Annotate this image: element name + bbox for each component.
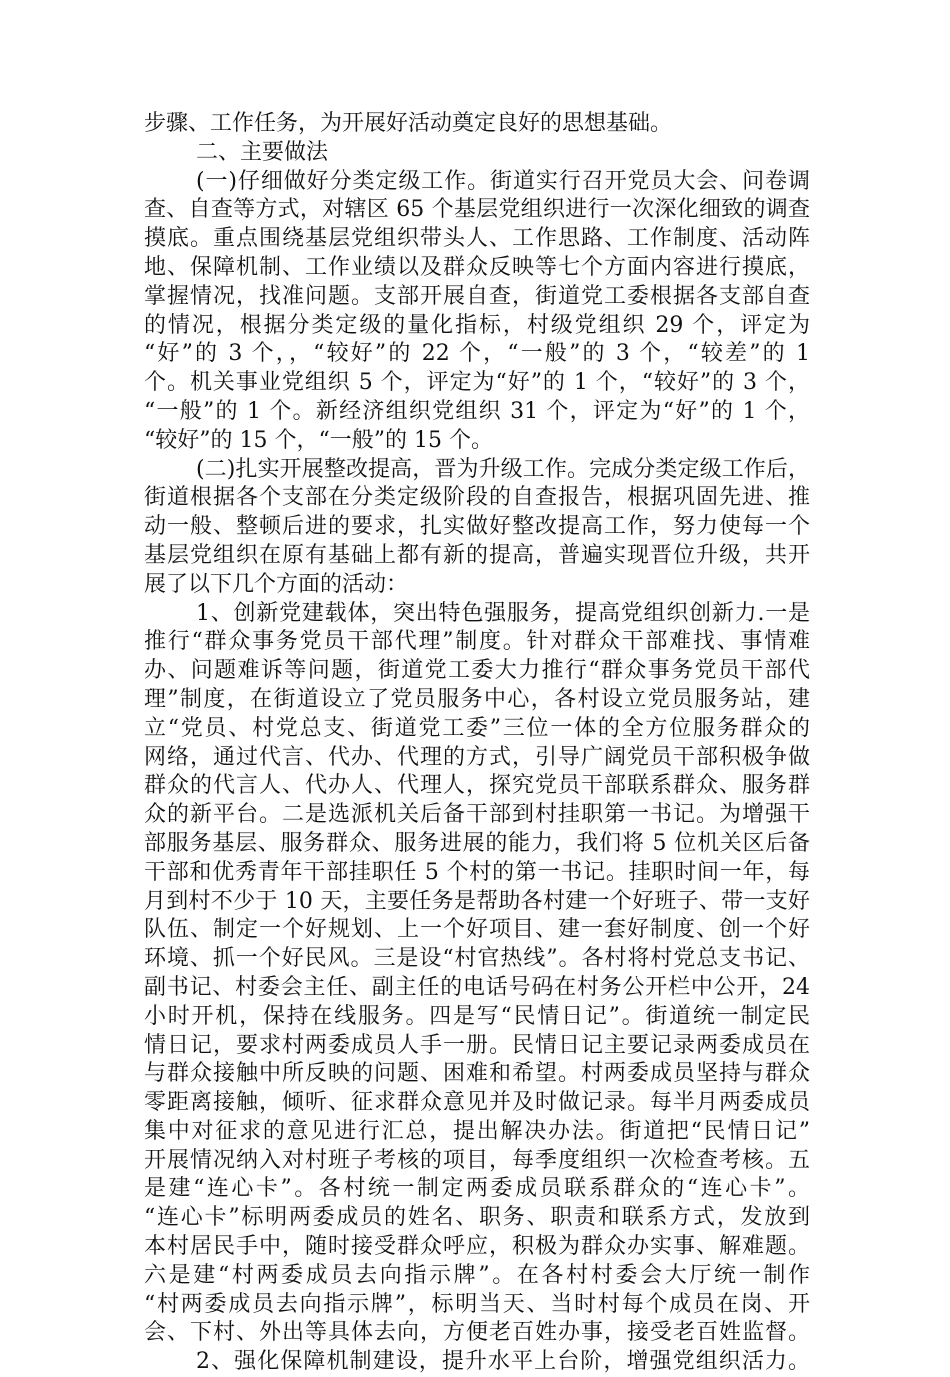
text-line: 步骤、工作任务，为开展好活动奠定良好的思想基础。 [144, 111, 673, 136]
text-line: 环境、抓一个好民风。三是设“村官热线”。各村将村党总支书记、 [144, 946, 810, 972]
text-line: 队伍、制定一个好规划、上一个好项目、建一套好制度、创一个好 [144, 917, 810, 943]
text-line: 网络，通过代言、代办、代理的方式，引导广阔党员干部积极争做 [144, 744, 810, 770]
text-line: 的情况，根据分类定级的量化指标，村级党组织 29 个，评定为 [144, 312, 810, 338]
text-line: “好”的 3 个，，“较好”的 22 个，“一般”的 3 个，“较差”的 1 [144, 341, 810, 367]
text-line: 零距离接触，倾听、征求群众意见并及时做记录。每半月两委成员 [144, 1090, 810, 1116]
text-line: 会、下村、外出等具体去向，方便老百姓办事，接受老百姓监督。 [144, 1320, 810, 1346]
text-line: “连心卡”标明两委成员的姓名、职务、职责和联系方式，发放到 [144, 1205, 810, 1231]
text-line: 理”制度，在街道设立了党员服务中心，各村设立党员服务站，建 [144, 686, 810, 712]
text-line: (二)扎实开展整改提高，晋为升级工作。完成分类定级工作后， [196, 456, 810, 482]
text-line: 1、创新党建载体，突出特色强服务，提高党组织创新力.一是 [196, 600, 810, 626]
text-line: 2、强化保障机制建设，提升水平上台阶，增强党组织活力。 [196, 1349, 810, 1375]
text-line: “较好”的 15 个，“一般”的 15 个。 [144, 427, 493, 453]
text-line: 街道根据各个支部在分类定级阶段的自查报告，根据巩固先进、推 [144, 485, 810, 511]
text-line: 展了以下几个方面的活动： [144, 571, 409, 597]
text-line: 小时开机，保持在线服务。四是写“民情日记”。街道统一制定民 [144, 1003, 810, 1029]
text-line: 月到村不少于 10 天，主要任务是帮助各村建一个好班子、带一支好 [144, 888, 810, 914]
text-line: 情日记，要求村两委成员人手一册。民情日记主要记录两委成员在 [144, 1032, 810, 1058]
text-line: 群众的代言人、代办人、代理人，探究党员干部联系群众、服务群 [144, 773, 810, 799]
text-line: 摸底。重点围绕基层党组织带头人、工作思路、工作制度、活动阵 [144, 226, 810, 252]
text-line: 本村居民手中，随时接受群众呼应，积极为群众办实事、解难题。 [144, 1234, 810, 1260]
text-line: 六是建“村两委成员去向指示牌”。在各村村委会大厅统一制作 [144, 1262, 810, 1288]
text-line: 基层党组织在原有基础上都有新的提高，普遍实现晋位升级，共开 [144, 542, 810, 568]
text-line: 是建“连心卡”。各村统一制定两委成员联系群众的“连心卡”。 [144, 1176, 810, 1202]
text-line: 掌握情况，找准问题。支部开展自查，街道党工委根据各支部自查 [144, 283, 810, 309]
text-line: 地、保障机制、工作业绩以及群众反映等七个方面内容进行摸底， [144, 254, 810, 280]
text-line: 众的新平台。二是选派机关后备干部到村挂职第一书记。为增强干 [144, 802, 810, 828]
text-line: 推行“群众事务党员干部代理”制度。针对群众干部难找、事情难 [144, 629, 810, 655]
text-line: 立“党员、村党总支、街道党工委”三位一体的全方位服务群众的 [144, 715, 810, 741]
text-line: 开展情况纳入对村班子考核的项目，每季度组织一次检查考核。五 [144, 1147, 810, 1173]
text-line: 副书记、村委会主任、副主任的电话号码在村务公开栏中公开，24 [144, 974, 810, 1000]
text-line: 部服务基层、服务群众、服务进展的能力，我们将 5 位机关区后备 [144, 830, 810, 856]
text-line: 与群众接触中所反映的问题、困难和希望。村两委成员坚持与群众 [144, 1061, 810, 1087]
text-line: 动一般、整顿后进的要求，扎实做好整改提高工作，努力使每一个 [144, 514, 810, 540]
text-line: “村两委成员去向指示牌”，标明当天、当时村每个成员在岗、开 [144, 1291, 810, 1317]
text-line: (一)仔细做好分类定级工作。街道实行召开党员大会、问卷调 [196, 168, 810, 194]
text-line: 个。机关事业党组织 5 个，评定为“好”的 1 个，“较好”的 3 个， [144, 370, 810, 396]
text-line: 查、自查等方式，对辖区 65 个基层党组织进行一次深化细致的调查 [144, 197, 810, 223]
text-line: 集中对征求的意见进行汇总，提出解决办法。街道把“民情日记” [144, 1118, 810, 1144]
text-line: 二、主要做法 [196, 139, 329, 165]
text-line: “一般”的 1 个。新经济组织党组织 31 个，评定为“好”的 1 个， [144, 398, 810, 424]
text-line: 干部和优秀青年干部挂职任 5 个村的第一书记。挂职时间一年，每 [144, 859, 810, 885]
text-line: 办、问题难诉等问题，街道党工委大力推行“群众事务党员干部代 [144, 658, 810, 684]
document-body [144, 110, 810, 1377]
